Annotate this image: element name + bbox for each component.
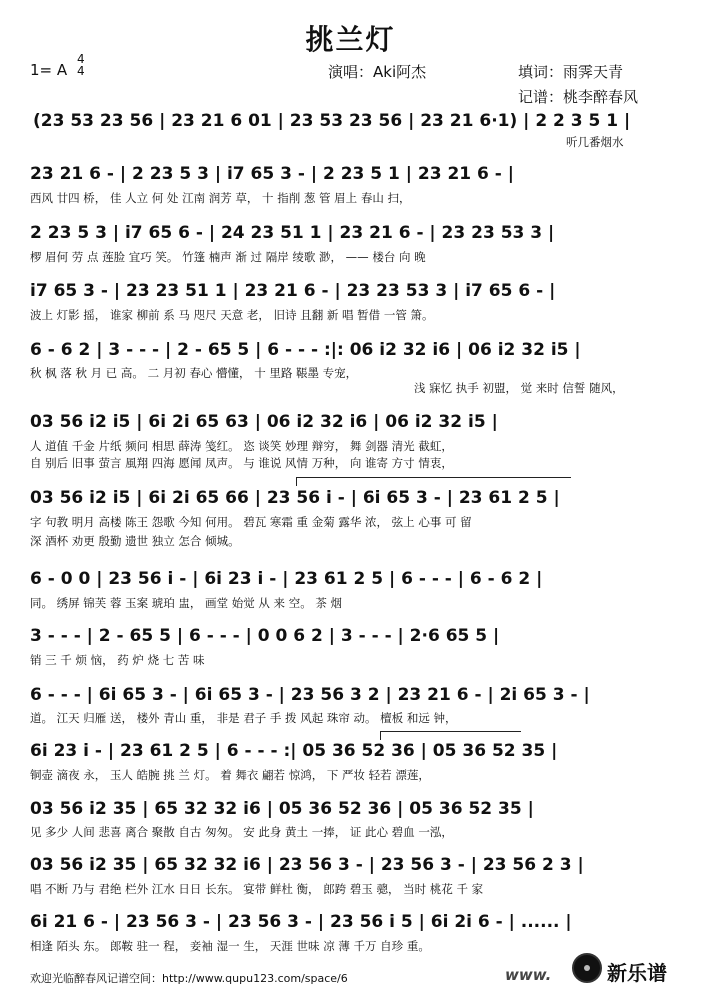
time-signature xyxy=(77,53,85,77)
song-title: 挑兰灯 xyxy=(305,23,396,56)
notation-row: 6 - - - | 6i 65 3 - | 6i 65 3 - | 23 56 3 2 | 23 21 6 - | 2i 65 3 - | xyxy=(30,685,590,705)
notation-row: 3 - - - | 2 - 65 5 | 6 - - - | 0 0 6 2 | 3 - - - | 2·6 65 5 | xyxy=(30,626,500,646)
notation-row: 23 21 6 - | 2 23 5 3 | i7 65 3 - | 2 23 5 1 | 23 21 6 - | xyxy=(30,164,514,184)
lyric-line: 同。 绣屏 锦芙 蓉 玉案 琥珀 盅， 画堂 始觉 从 来 空。 茶 烟 xyxy=(30,596,343,610)
transcriber-credit: 记谱：桃李醉春风 xyxy=(518,88,639,106)
lyric-line: 销 三 千 烦 恼， 药 炉 烧 七 苦 味 xyxy=(30,653,205,667)
volta-bracket-2 xyxy=(380,731,521,740)
lyric-line: 道。 江天 归雁 送， 楼外 青山 重， 非是 君子 手 拨 风起 珠帘 动。 檀板 和远 钟， xyxy=(30,711,457,725)
notation-row: 03 56 i2 35 | 65 32 32 i6 | 23 56 3 - | 23 56 3 - | 23 56 2 3 | xyxy=(30,855,584,875)
lyric-line-verse-2: 深 酒杯 劝更 殷勤 遗世 独立 怎合 倾城。 xyxy=(30,534,240,548)
notation-row: (23 53 23 56 | 23 21 6 01 | 23 53 23 56 | 23 21 6·1) | 2 2 3 5 1 | xyxy=(33,111,631,131)
notation-row: 6i 23 i - | 23 61 2 5 | 6 - - - :| 05 36 52 36 | 05 36 52 35 | xyxy=(30,741,558,761)
vinyl-logo-icon xyxy=(572,953,602,983)
notation-row: 6 - 0 0 | 23 56 i - | 6i 23 i - | 23 61 2 5 | 6 - - - | 6 - 6 2 | xyxy=(30,569,543,589)
lyric-line: 听几番烟水 xyxy=(566,135,624,149)
key-signature: 1= A xyxy=(30,61,68,79)
lyric-line-verse-2: 自 别后 旧事 萤言 風翔 四海 愿闻 凤声。 与 谁说 风情 万种， 向 谁寄 方寸 情衷， xyxy=(30,456,453,470)
footer-link[interactable]: 欢迎光临醉春风记谱空间：http://www.qupu123.com/space/6 xyxy=(30,972,348,985)
lyric-line: 秋 枫 落 秋 月 已 高。 二 月初 春心 懵懂， 十 里路 䩨墨 专宠， xyxy=(30,366,358,380)
notation-row: 03 56 i2 35 | 65 32 32 i6 | 05 36 52 36 | 05 36 52 35 | xyxy=(30,799,534,819)
lyric-line: 见 多少 人间 悲喜 离合 聚散 自古 匆匆。 安 此身 黄土 一捧， 证 此心 碧血 一泓， xyxy=(30,825,453,839)
time-signature-bottom: 4 xyxy=(77,64,85,78)
lyric-line: 唱 不断 乃与 君绝 栏外 江水 日日 长东。 宴带 鲜杜 衡， 郎跨 碧玉 骢， 当时 桃花 千 家 xyxy=(30,882,484,896)
notation-row: 03 56 i2 i5 | 6i 2i 65 63 | 06 i2 32 i6 | 06 i2 32 i5 | xyxy=(30,412,498,432)
notation-row: 03 56 i2 i5 | 6i 2i 65 66 | 23 56 i - | 6i 65 3 - | 23 61 2 5 | xyxy=(30,488,560,508)
notation-row: 2 23 5 3 | i7 65 6 - | 24 23 51 1 | 23 21 6 - | 23 23 53 3 | xyxy=(30,223,555,243)
lyric-line: 西风 廿四 桥， 佳 人立 何 处 江南 润芳 草， 十 指削 葱 管 眉上 春山 扫， xyxy=(30,191,411,205)
lyric-line: 字 句教 明月 高楼 陈王 怨歌 今知 何用。 碧瓦 寒霜 重 金菊 露华 浓， 弦上 心事 可 留 xyxy=(30,515,472,529)
lyric-line: 波上 灯影 摇， 谁家 柳前 系 马 咫尺 天意 老， 旧诗 且翻 新 唱 暂借 一管 箫。 xyxy=(30,308,434,322)
volta-bracket-1 xyxy=(296,477,571,486)
logo-site: www. xyxy=(505,966,552,984)
lyricist-credit: 填词：雨霁天青 xyxy=(518,63,624,81)
lyric-line: 铜壶 滴夜 永， 玉人 皓腕 挑 兰 灯。 着 舞衣 翩若 惊鸿， 下 严妆 轻若 漂莲， xyxy=(30,768,430,782)
logo-text: 新乐谱 xyxy=(607,961,667,985)
lyric-line: 相逢 陌头 东。 郎鞍 驻一 程， 妾袖 湿一 生， 天涯 世味 凉 薄 千万 自珍 重。 xyxy=(30,939,430,953)
singer-credit: 演唱：Aki阿杰 xyxy=(328,63,427,81)
notation-row: 6 - 6 2 | 3 - - - | 2 - 65 5 | 6 - - - :|: 06 i2 32 i6 | 06 i2 32 i5 | xyxy=(30,340,581,360)
lyric-line: 人 道值 千金 片纸 频问 相思 薛涛 笺红。 恣 谈笑 妙理 辩穷， 舞 剑器 清光 截虹， xyxy=(30,439,453,453)
notation-row: i7 65 3 - | 23 23 51 1 | 23 21 6 - | 23 23 53 3 | i7 65 6 - | xyxy=(30,281,556,301)
lyric-line: 椤 眉何 劳 点 莲脸 宜巧 笑。 竹篷 楠声 渐 过 隔岸 绫歌 渺， —— 楼台 向 晚 xyxy=(30,250,426,264)
time-signature-top: 4 xyxy=(77,52,85,66)
lyric-line-verse-2: 浅 寐忆 执手 初盟， 觉 来时 信誓 随风， xyxy=(414,381,624,395)
notation-row: 6i 21 6 - | 23 56 3 - | 23 56 3 - | 23 56 i 5 | 6i 2i 6 - | ...... | xyxy=(30,912,572,932)
